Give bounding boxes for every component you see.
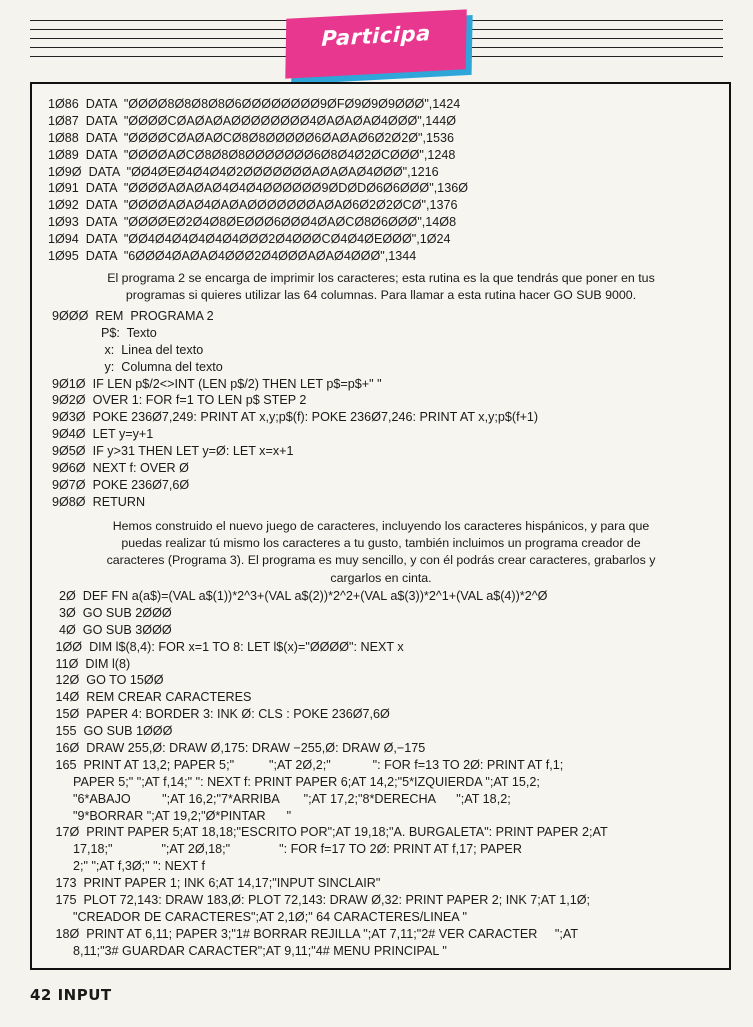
para2-line: Hemos construido el nuevo juego de caracteres, incluyendo los caracteres hispánicos, y para que (112, 519, 650, 533)
data_block-line: 1Ø88 DATA "ØØØØCØAØAØCØ8Ø8ØØØØØ6ØAØAØ6Ø2Ø2Ø",1536 (48, 130, 455, 145)
para2-line: caracteres (Programa 3). El programa es muy sencillo, y con él podrás crear caracteres, grabarlos y (106, 553, 656, 568)
section-title: Participa (321, 21, 432, 51)
program3-line: 18Ø PRINT AT 6,11; PAPER 3;"1# BORRAR REJILLA ";AT 7,11;"2# VER CARACTER ";AT (52, 926, 579, 941)
program3-line: 17Ø PRINT PAPER 5;AT 18,18;"ESCRITO POR";AT 19,18;"A. BURGALETA": PRINT PAPER 2;AT (52, 825, 608, 840)
page-footer: 42 INPUT (30, 986, 112, 1004)
program2-line: y: Columna del texto (52, 359, 223, 374)
program2-line: 9Ø8Ø RETURN (52, 494, 146, 509)
program3-line: 11Ø DIM l(8) (52, 656, 131, 671)
program3-line: PAPER 5;" ";AT f,14;" ": NEXT f: PRINT PAPER 6;AT 14,2;"5*IZQUIERDA ";AT 15,2; (52, 774, 540, 789)
program3-line: 175 PLOT 72,143: DRAW 183,Ø: PLOT 72,143: DRAW Ø,32: PRINT PAPER 2; INK 7;AT 1,1Ø; (52, 893, 591, 908)
program2-line: 9Ø5Ø IF y>31 THEN LET y=Ø: LET x=x+1 (52, 444, 294, 459)
program2-listing (52, 308, 538, 511)
section-badge (285, 9, 466, 78)
program3-line: 17,18;" ";AT 2Ø,18;" ": FOR f=17 TO 2Ø: PRINT AT f,17; PAPER (52, 842, 522, 857)
program2-line: 9ØØØ REM PROGRAMA 2 (52, 309, 214, 323)
program3-line: 16Ø DRAW 255,Ø: DRAW Ø,175: DRAW −255,Ø: DRAW Ø,−175 (52, 741, 426, 756)
data_block-line: 1Ø87 DATA "ØØØØCØAØAØAØØØØØØØØ4ØAØAØAØ4ØØØ",144Ø (48, 113, 457, 128)
program3-line: "CREADOR DE CARACTERES";AT 2,1Ø;" 64 CARACTERES/LINEA " (52, 909, 467, 924)
para1-line: El programa 2 se encarga de imprimir los caracteres; esta rutina es la que tendrás que poner en tus (107, 271, 655, 285)
program3-line: 2Ø DEF FN a(a$)=(VAL a$(1))*2^3+(VAL a$(2))*2^2+(VAL a$(3))*2^1+(VAL a$(4))*2^Ø (52, 589, 548, 603)
para1-line: programas si quieres utilizar las 64 columnas. Para llamar a esta rutina hacer GO SUB 9000. (125, 287, 637, 302)
data_block-line: 1Ø91 DATA "ØØØØAØAØAØ4Ø4Ø4ØØØØØØ9ØDØDØ6Ø6ØØØ",136Ø (48, 181, 468, 196)
program3-line: 2;" ";AT f,3Ø;" ": NEXT f (52, 859, 205, 874)
program3-line: 173 PRINT PAPER 1; INK 6;AT 14,17;"INPUT SINCLAIR" (52, 876, 381, 891)
paragraph-intro-program2 (40, 270, 722, 303)
program3-line: 15Ø PAPER 4: BORDER 3: INK Ø: CLS : POKE 236Ø7,6Ø (52, 707, 390, 722)
program2-line: 9Ø7Ø POKE 236Ø7,6Ø (52, 477, 190, 492)
program3-line: 4Ø GO SUB 3ØØØ (52, 622, 172, 637)
program3-line: 3Ø GO SUB 2ØØØ (52, 605, 172, 620)
program3-line: 1ØØ DIM l$(8,4): FOR x=1 TO 8: LET l$(x)="ØØØØ": NEXT x (52, 639, 404, 654)
program3-line: "9*BORRAR ";AT 19,2;"Ø*PINTAR " (52, 808, 292, 823)
data_block-line: 1Ø86 DATA "ØØØØ8Ø8Ø8Ø8Ø6ØØØØØØØØ9ØFØ9Ø9Ø9ØØØ",1424 (48, 97, 461, 111)
data_block-line: 1Ø95 DATA "6ØØØ4ØAØAØ4ØØØ2Ø4ØØØAØAØ4ØØØ",1344 (48, 249, 417, 264)
data_block-line: 1Ø92 DATA "ØØØØAØAØ4ØAØAØØØØØØØAØAØ6Ø2Ø2ØCØ",1376 (48, 198, 458, 213)
program2-line: 9Ø1Ø IF LEN p$/2<>INT (LEN p$/2) THEN LET p$=p$+" " (52, 376, 382, 391)
program2-line: 9Ø3Ø POKE 236Ø7,249: PRINT AT x,y;p$(f): POKE 236Ø7,246: PRINT AT x,y;p$(f+1) (52, 410, 539, 425)
data_block-line: 1Ø93 DATA "ØØØØEØ2Ø4Ø8ØEØØØ6ØØØ4ØAØCØ8Ø6ØØØ",14Ø8 (48, 215, 457, 230)
program3-line: "6*ABAJO ";AT 16,2;"7*ARRIBA ";AT 17,2;"8*DERECHA ";AT 18,2; (52, 791, 511, 806)
program2-line: 9Ø2Ø OVER 1: FOR f=1 TO LEN p$ STEP 2 (52, 393, 307, 408)
data_block-line: 1Ø89 DATA "ØØØØAØCØ8Ø8Ø8ØØØØØØØ6Ø8Ø4Ø2ØCØØØ",1248 (48, 147, 456, 162)
program2-line: x: Linea del texto (52, 342, 204, 357)
data_block-line: 1Ø94 DATA "ØØ4Ø4Ø4Ø4Ø4Ø4ØØØ2Ø4ØØØCØ4Ø4ØEØØØ",1Ø24 (48, 232, 451, 247)
program3-line: 12Ø GO TO 15ØØ (52, 673, 164, 688)
data-listing (48, 96, 468, 265)
program3-line: 155 GO SUB 1ØØØ (52, 724, 173, 739)
paragraph-intro-program3 (40, 518, 722, 587)
program2-line: 9Ø4Ø LET y=y+1 (52, 427, 154, 442)
program3-line: 8,11;"3# GUARDAR CARACTER";AT 9,11;"4# MENU PRINCIPAL " (52, 943, 447, 958)
program3-line: 165 PRINT AT 13,2; PAPER 5;" ";AT 2Ø,2;" ": FOR f=13 TO 2Ø: PRINT AT f,1; (52, 757, 564, 772)
para2-line: puedas realizar tú mismo los caracteres a tu gusto, también incluimos un programa creador de (121, 536, 641, 551)
para2-line: cargarlos en cinta. (330, 570, 432, 585)
program2-line: 9Ø6Ø NEXT f: OVER Ø (52, 461, 189, 476)
program3-line: 14Ø REM CREAR CARACTERES (52, 690, 252, 705)
program3-listing (52, 588, 608, 960)
program2-line: P$: Texto (52, 325, 157, 340)
data_block-line: 1Ø9Ø DATA "ØØ4ØEØ4Ø4Ø4Ø2ØØØØØØØAØAØAØ4ØØØ",1216 (48, 164, 439, 179)
